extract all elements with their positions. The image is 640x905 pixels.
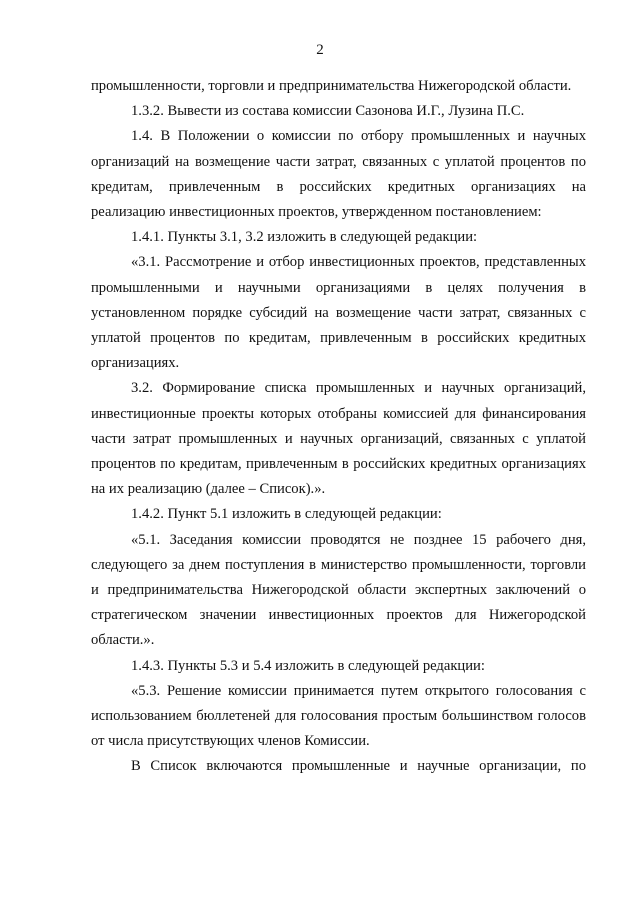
paragraph-11: В Список включаются промышленные и научные организации, по — [131, 758, 586, 775]
paragraph-10: «5.3. Решение комиссии принимается путем открытого голосования с использованием бюллетеней для голосования простым большинством голосов от числа присутствующих членов Комиссии. — [91, 682, 586, 750]
paragraph-6: 3.2. Формирование списка промышленных и научных организаций, инвестиционные проекты которых отобраны комиссией для финансирования части затрат промышленных и научных организаций, связанных с уплатой процентов по кредитам, привлеченным в российских кредитных организациях на их реализацию (далее – Список).». — [91, 380, 586, 498]
page-number: 2 — [316, 42, 324, 58]
paragraph-1: промышленности, торговли и предпринимательства Нижегородской области. — [91, 78, 572, 94]
paragraph-5: «3.1. Рассмотрение и отбор инвестиционных проектов, представленных промышленными и научными организациями в целях получения в установленном порядке субсидий на возмещение части затрат, связанных с уплатой процентов по кредитам, привлеченным в российских кредитных организациях. — [91, 254, 586, 372]
paragraph-3: 1.4. В Положении о комиссии по отбору промышленных и научных организаций на возмещение части затрат, связанных с уплатой процентов по кредитам, привлеченным в российских кредитных организациях на реализацию инвестиционных проектов, утвержденном постановлением: — [91, 128, 586, 221]
paragraph-8: «5.1. Заседания комиссии проводятся не позднее 15 рабочего дня, следующего за днем поступления в министерство промышленности, торговли и предпринимательства Нижегородской области экспертных заключений о стратегическом значении инвестиционных проектов для Нижегородской области.». — [91, 531, 586, 649]
paragraph-2: 1.3.2. Вывести из состава комиссии Сазонова И.Г., Лузина П.С. — [131, 103, 525, 120]
paragraph-9: 1.4.3. Пункты 5.3 и 5.4 изложить в следующей редакции: — [131, 657, 485, 674]
document-body — [91, 74, 586, 780]
paragraph-4: 1.4.1. Пункты 3.1, 3.2 изложить в следующей редакции: — [131, 229, 478, 246]
paragraph-7: 1.4.2. Пункт 5.1 изложить в следующей редакции: — [131, 506, 442, 523]
